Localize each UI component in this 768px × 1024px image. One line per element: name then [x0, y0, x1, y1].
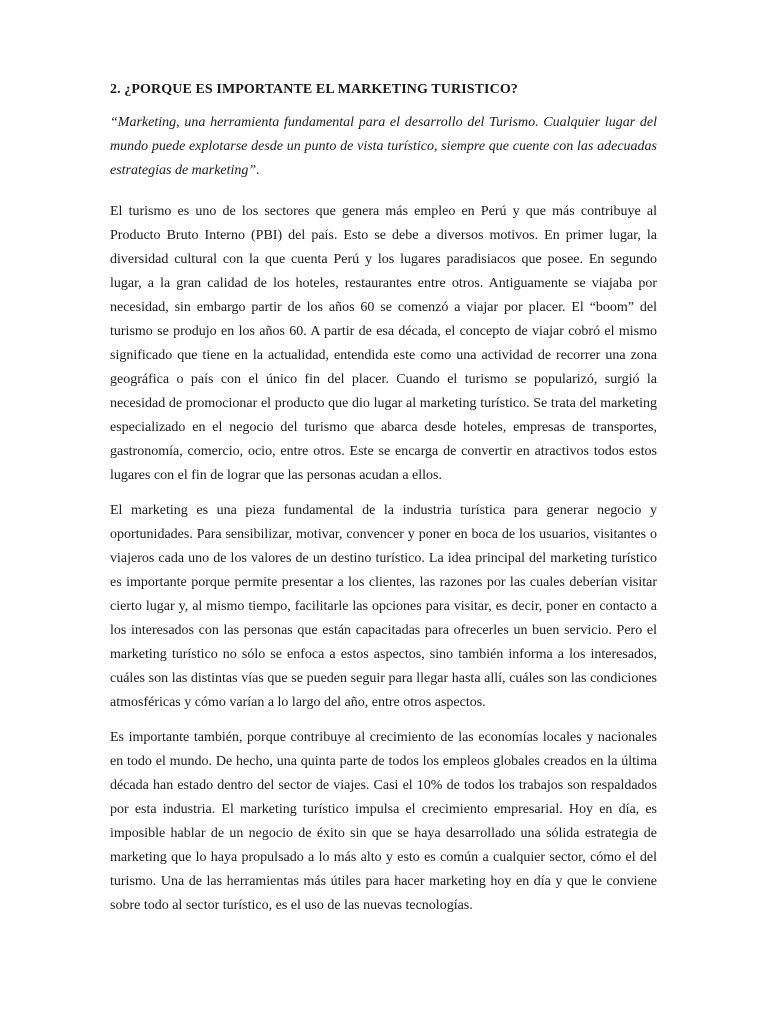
paragraph-2: El marketing es una pieza fundamental de la industria turística para generar negocio y oportunidades. Para sensibilizar, motivar, convencer y poner en boca de los usuarios, visitantes o viajeros cada uno de los valores de un destino turístico. La idea principal del marketing turístico es importante porque permite presentar a los clientes, las razones por las cuales deberían visitar cierto lugar y, al mismo tiempo, facilitarle las opciones para visitar, es decir, poner en contacto a los interesados con las personas que están capacitadas para ofrecerles un buen servicio. Pero el marketing turístico no sólo se enfoca a estos aspectos, sino también informa a los interesados, cuáles son las distintas vías que se pueden seguir para llegar hasta allí, cuáles son las condiciones atmosféricas y cómo varían a lo largo del año, entre otros aspectos. — [110, 503, 657, 710]
intro-quote: “Marketing, una herramienta fundamental para el desarrollo del Turismo. Cualquier lugar del mundo puede explotarse desde un punto de vista turístico, siempre que cuente con las adecuadas estrategias de marketing”. — [110, 115, 657, 178]
paragraph-3: Es importante también, porque contribuye al crecimiento de las economías locales y nacionales en todo el mundo. De hecho, una quinta parte de todos los empleos globales creados en la última década han estado dentro del sector de viajes. Casi el 10% de todos los trabajos son respaldados por esta industria. El marketing turístico impulsa el crecimiento empresarial. Hoy en día, es imposible hablar de un negocio de éxito sin que se haya desarrollado una sólida estrategia de marketing que lo haya propulsado a lo más alto y esto es común a cualquier sector, cómo el del turismo. Una de las herramientas más útiles para hacer marketing hoy en día y que le conviene sobre todo al sector turístico, es el uso de las nuevas tecnologías. — [110, 730, 657, 913]
document-page — [110, 78, 657, 929]
section-heading: 2. ¿PORQUE ES IMPORTANTE EL MARKETING TURISTICO? — [110, 82, 518, 97]
paragraph-1: El turismo es uno de los sectores que genera más empleo en Perú y que más contribuye al Producto Bruto Interno (PBI) del país. Esto se debe a diversos motivos. En primer lugar, la diversidad cultural con la que cuenta Perú y los lugares paradisiacos que posee. En segundo lugar, a la gran calidad de los hoteles, restaurantes entre otros. Antiguamente se viajaba por necesidad, sin embargo partir de los años 60 se comenzó a viajar por placer. El “boom” del turismo se produjo en los años 60. A partir de esa década, el concepto de viajar cobró el mismo significado que tiene en la actualidad, entendida este como una actividad de recorrer una zona geográfica o país con el único fin del placer. Cuando el turismo se popularizó, surgió la necesidad de promocionar el producto que dio lugar al marketing turístico. Se trata del marketing especializado en el negocio del turismo que abarca desde hoteles, empresas de transportes, gastronomía, comercio, ocio, entre otros. Este se encarga de convertir en atractivos todos estos lugares con el fin de lograr que las personas acudan a ellos. — [110, 204, 657, 483]
